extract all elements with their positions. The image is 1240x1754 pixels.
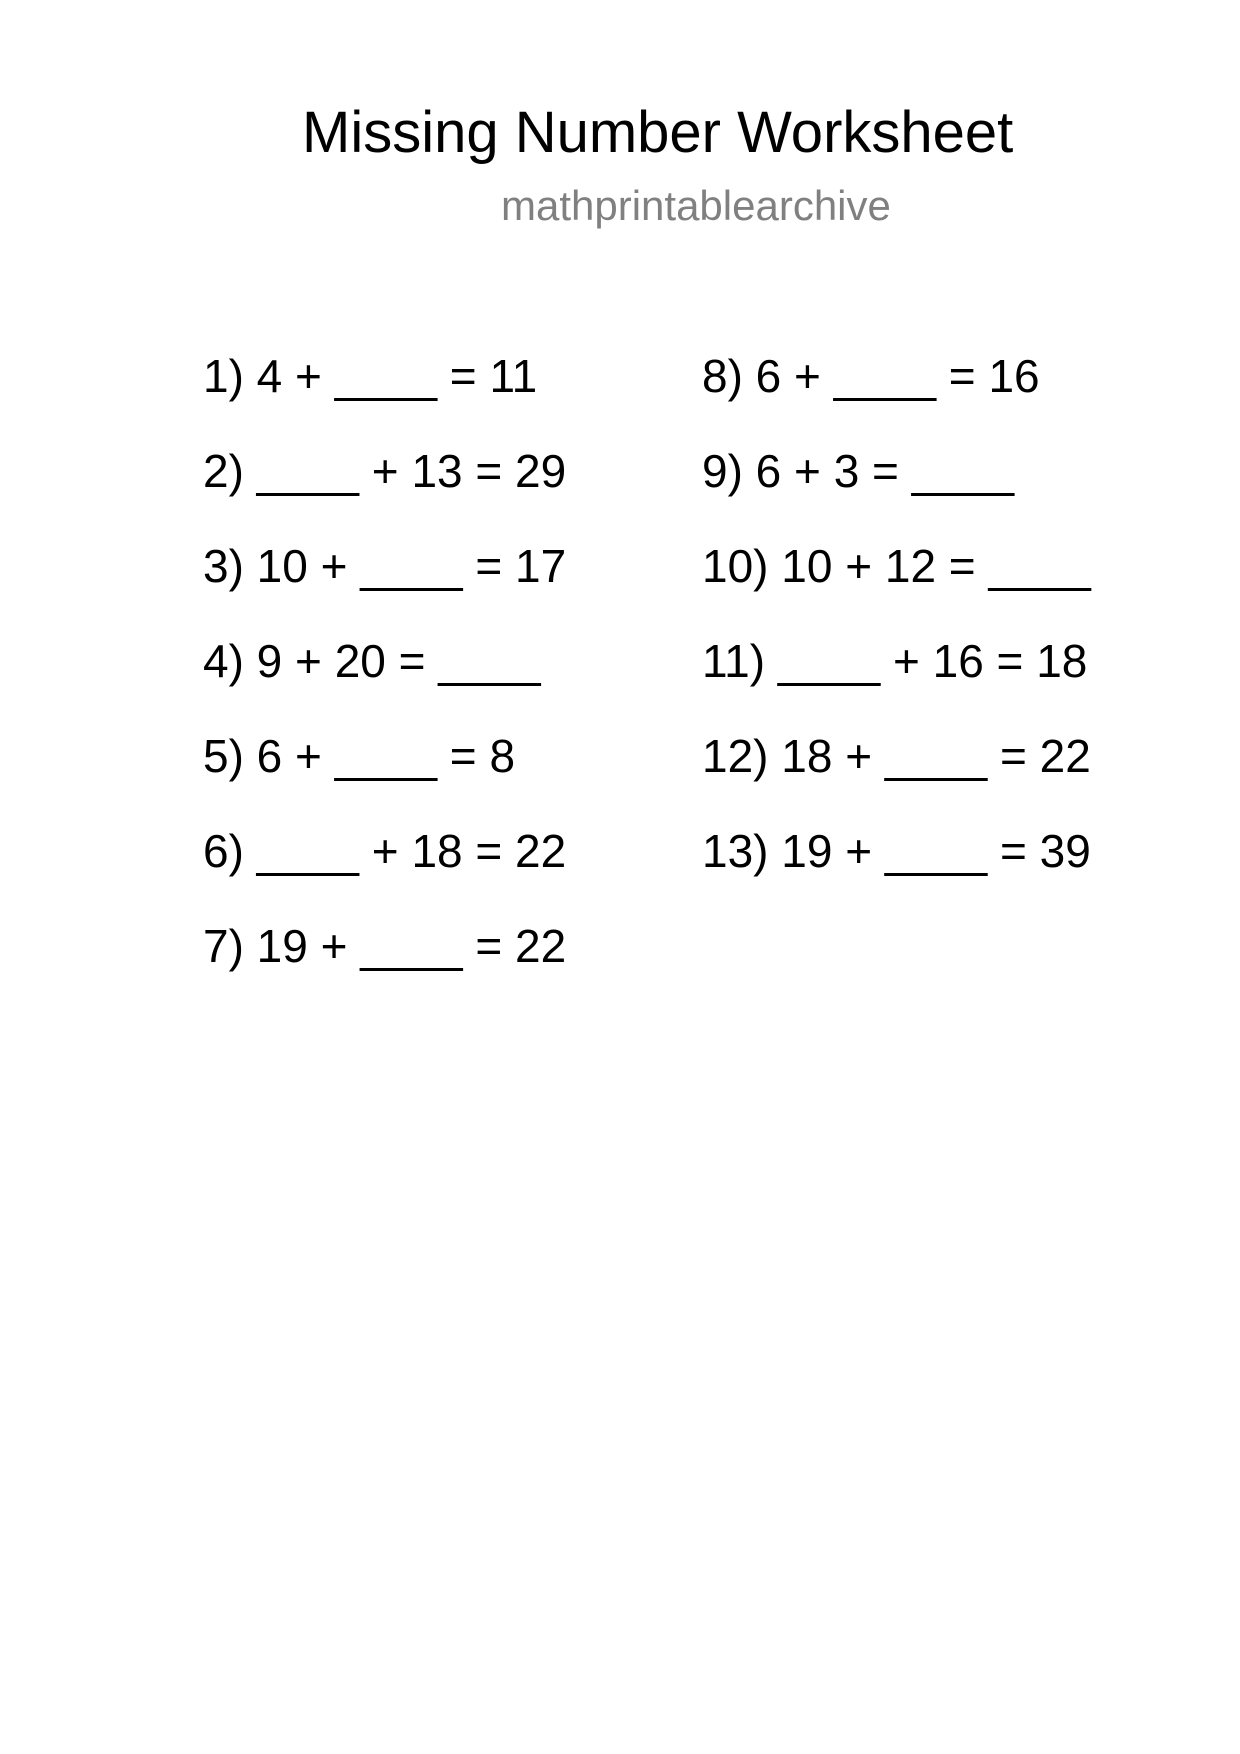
problem-3: 3) 10 + ____ = 17: [203, 540, 567, 592]
problem-1: 1) 4 + ____ = 11: [203, 350, 538, 402]
problem-7: 7) 19 + ____ = 22: [203, 920, 567, 972]
problem-10: 10) 10 + 12 = ____: [702, 540, 1091, 592]
problem-13: 13) 19 + ____ = 39: [702, 825, 1091, 877]
problems-left-column: [203, 348, 566, 1013]
worksheet-subtitle: mathprintablearchive: [501, 182, 891, 229]
problem-9: 9) 6 + 3 = ____: [702, 445, 1015, 497]
problem-8: 8) 6 + ____ = 16: [702, 350, 1040, 402]
problem-5: 5) 6 + ____ = 8: [203, 730, 516, 782]
problems-right-column: [702, 348, 1091, 918]
problem-6: 6) ____ + 18 = 22: [203, 825, 567, 877]
problem-12: 12) 18 + ____ = 22: [702, 730, 1091, 782]
problem-2: 2) ____ + 13 = 29: [203, 445, 567, 497]
problem-4: 4) 9 + 20 = ____: [203, 635, 541, 687]
worksheet-title: Missing Number Worksheet: [302, 100, 1014, 165]
problem-11: 11) ____ + 16 = 18: [702, 635, 1088, 687]
